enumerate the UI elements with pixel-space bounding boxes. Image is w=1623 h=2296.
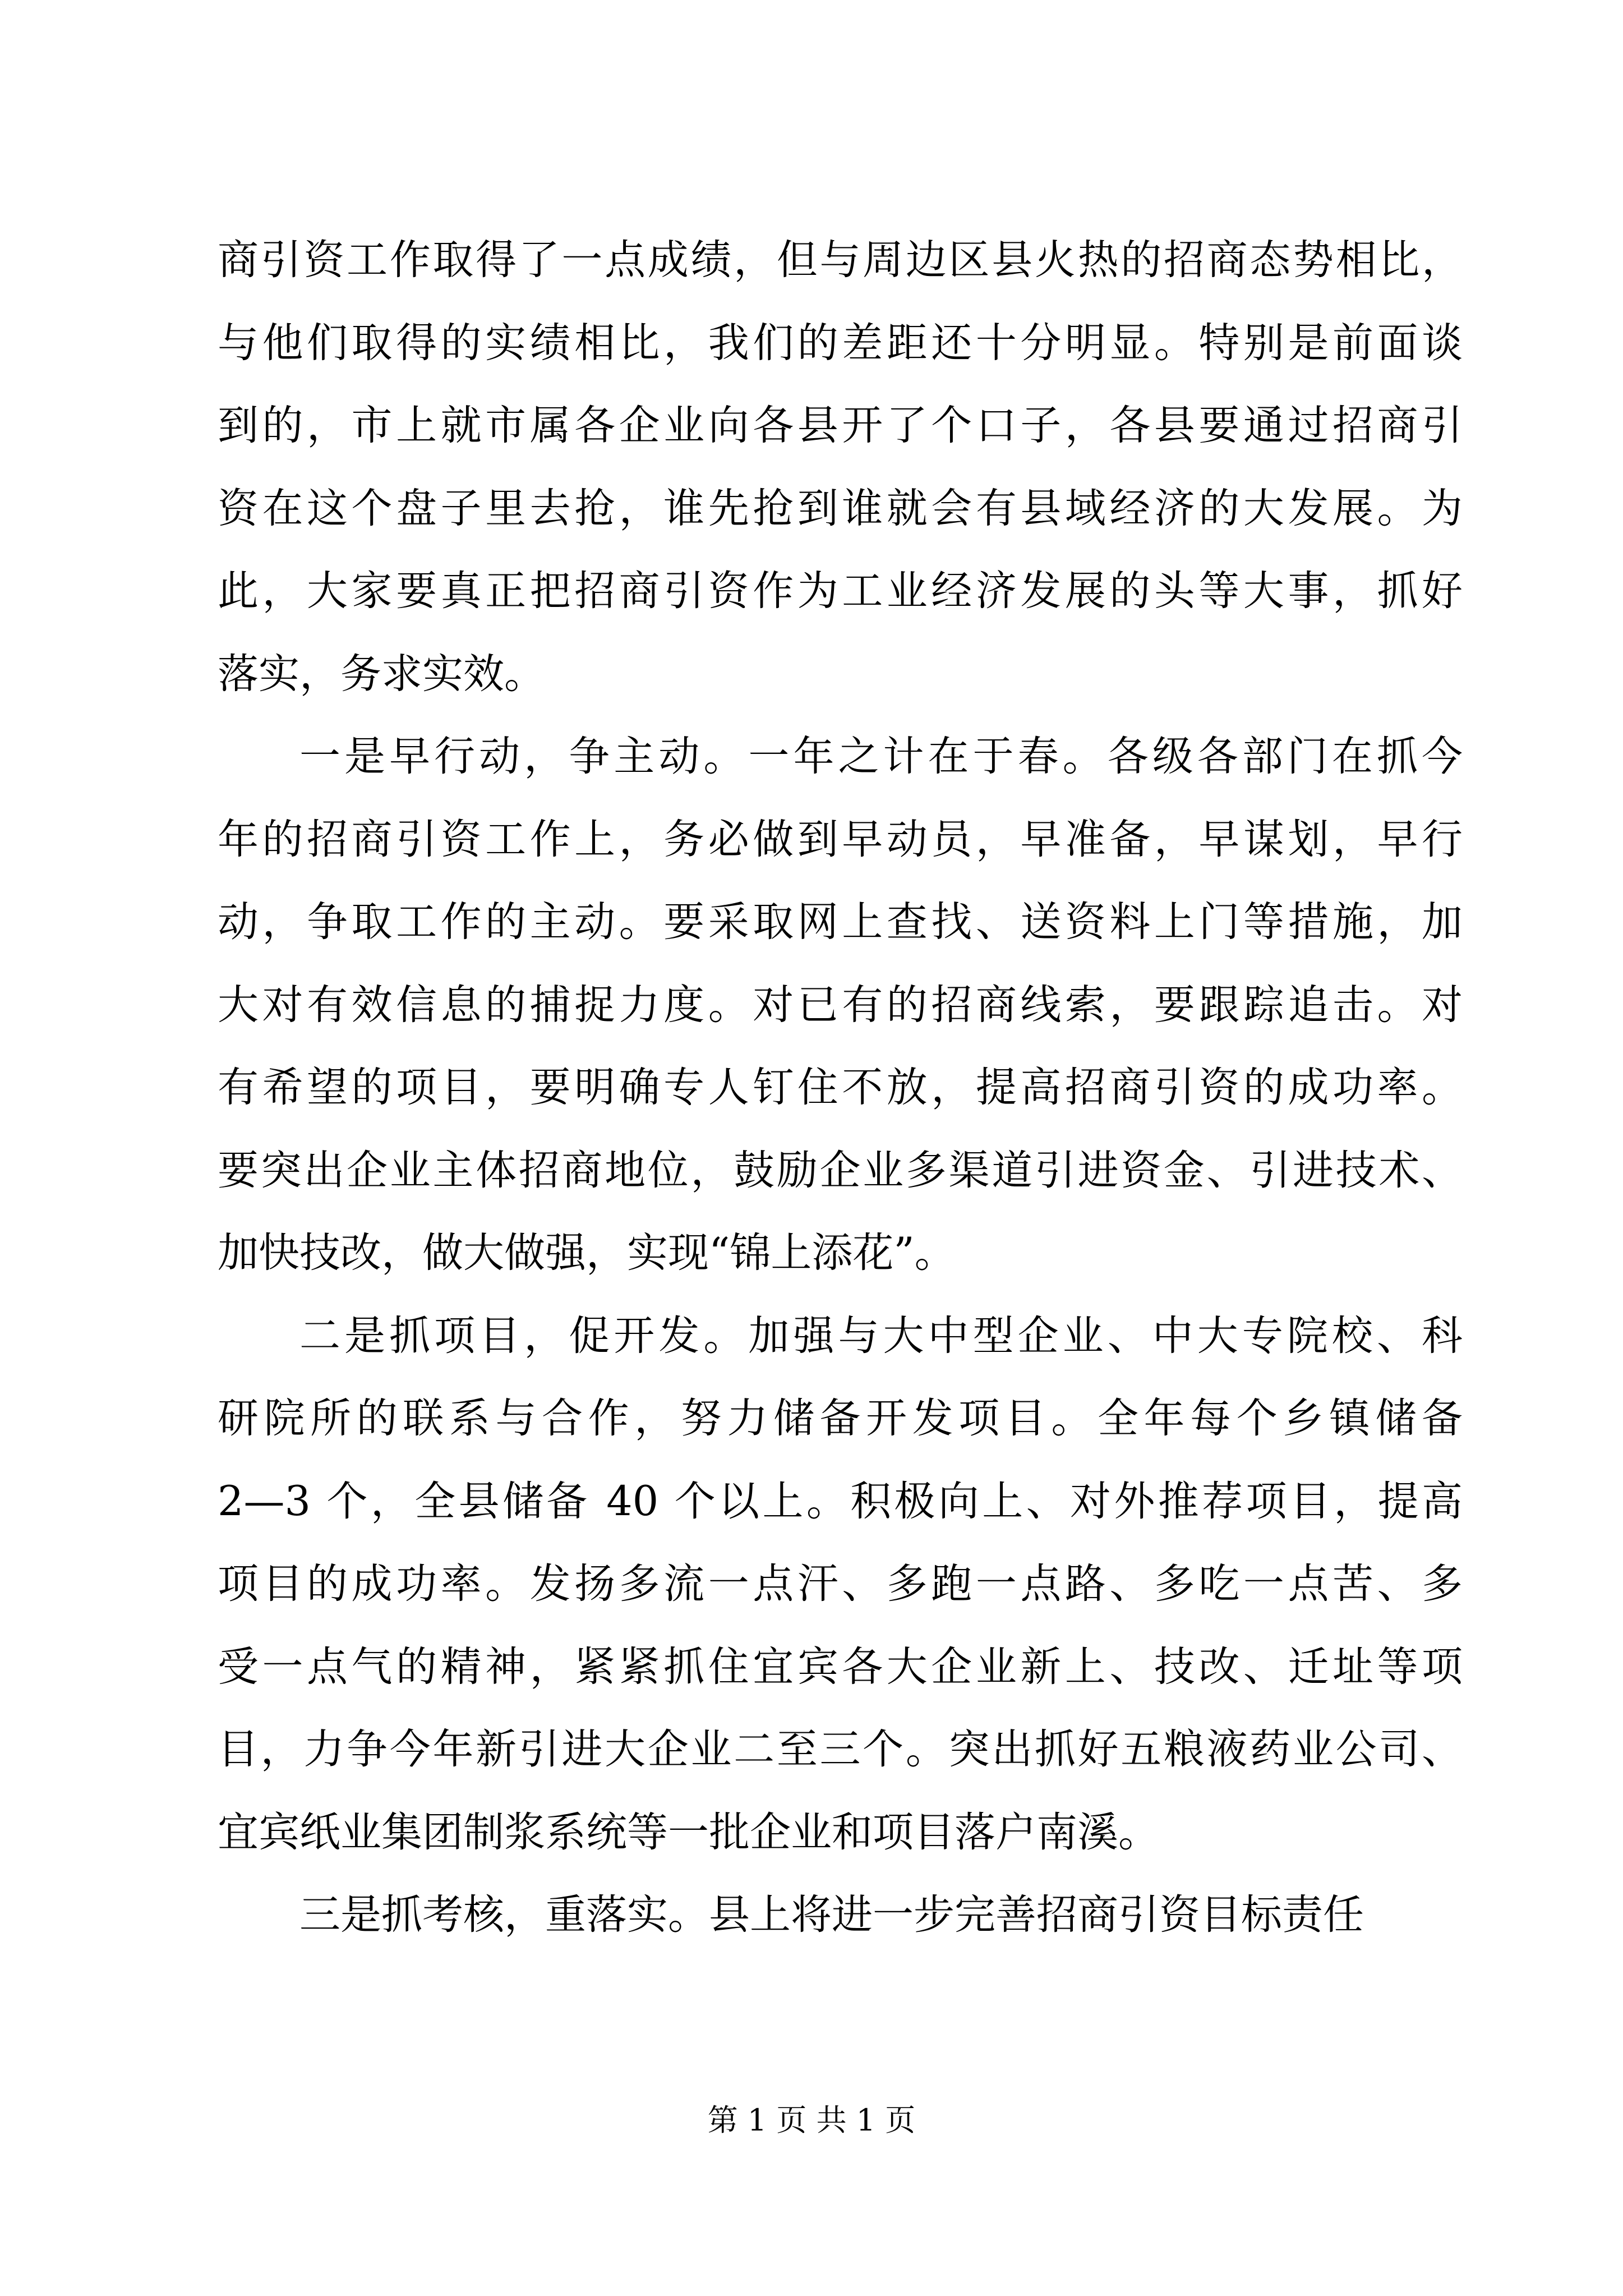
paragraph-first-line: 三是抓考核，重落实。县上将进一步完善招商引资目标责任	[299, 1891, 1364, 1939]
text-line: 动，争取工作的主动。要采取网上查找、送资料上门等措施，加	[218, 898, 1463, 946]
text-line: 研院所的联系与合作，努力储备开发项目。全年每个乡镇储备	[218, 1395, 1463, 1442]
text-line: 2—3 个，全县储备 40 个以上。积极向上、对外推荐项目，提高	[218, 1477, 1463, 1525]
text-line: 目，力争今年新引进大企业二至三个。突出抓好五粮液药业公司、	[218, 1726, 1463, 1773]
text-line: 资在这个盘子里去抢，谁先抢到谁就会有县域经济的大发展。为	[218, 484, 1463, 532]
text-line: 有希望的项目，要明确专人钉住不放，提高招商引资的成功率。	[218, 1064, 1463, 1111]
text-line: 项目的成功率。发扬多流一点汗、多跑一点路、多吃一点苦、多	[218, 1560, 1463, 1608]
page-number-label: 第 1 页 共 1 页	[707, 2102, 916, 2138]
document-body	[218, 219, 1463, 1957]
paragraph-first-line: 一是早行动，争主动。一年之计在于春。各级各部门在抓今	[299, 733, 1463, 780]
paragraph-first-line: 二是抓项目，促开发。加强与大中型企业、中大专院校、科	[299, 1312, 1463, 1360]
text-line: 加快技改，做大做强，实现“锦上添花”。	[218, 1229, 956, 1277]
text-line: 大对有效信息的捕捉力度。对已有的招商线索，要跟踪追击。对	[218, 981, 1463, 1029]
text-line: 宜宾纸业集团制浆系统等一批企业和项目落户南溪。	[218, 1808, 1159, 1856]
page-footer	[0, 2098, 1623, 2143]
text-line: 与他们取得的实绩相比，我们的差距还十分明显。特别是前面谈	[218, 319, 1463, 367]
text-line: 到的，市上就市属各企业向各县开了个口子，各县要通过招商引	[218, 402, 1463, 449]
text-line: 商引资工作取得了一点成绩，但与周边区县火热的招商态势相比，	[218, 236, 1463, 284]
text-line: 要突出企业主体招商地位，鼓励企业多渠道引进资金、引进技术、	[218, 1146, 1463, 1194]
text-line: 此，大家要真正把招商引资作为工业经济发展的头等大事，抓好	[218, 567, 1463, 615]
text-line: 年的招商引资工作上，务必做到早动员，早准备，早谋划，早行	[218, 815, 1463, 863]
text-line: 受一点气的精神，紧紧抓住宜宾各大企业新上、技改、迁址等项	[218, 1642, 1463, 1691]
text-line: 落实，务求实效。	[218, 650, 545, 698]
